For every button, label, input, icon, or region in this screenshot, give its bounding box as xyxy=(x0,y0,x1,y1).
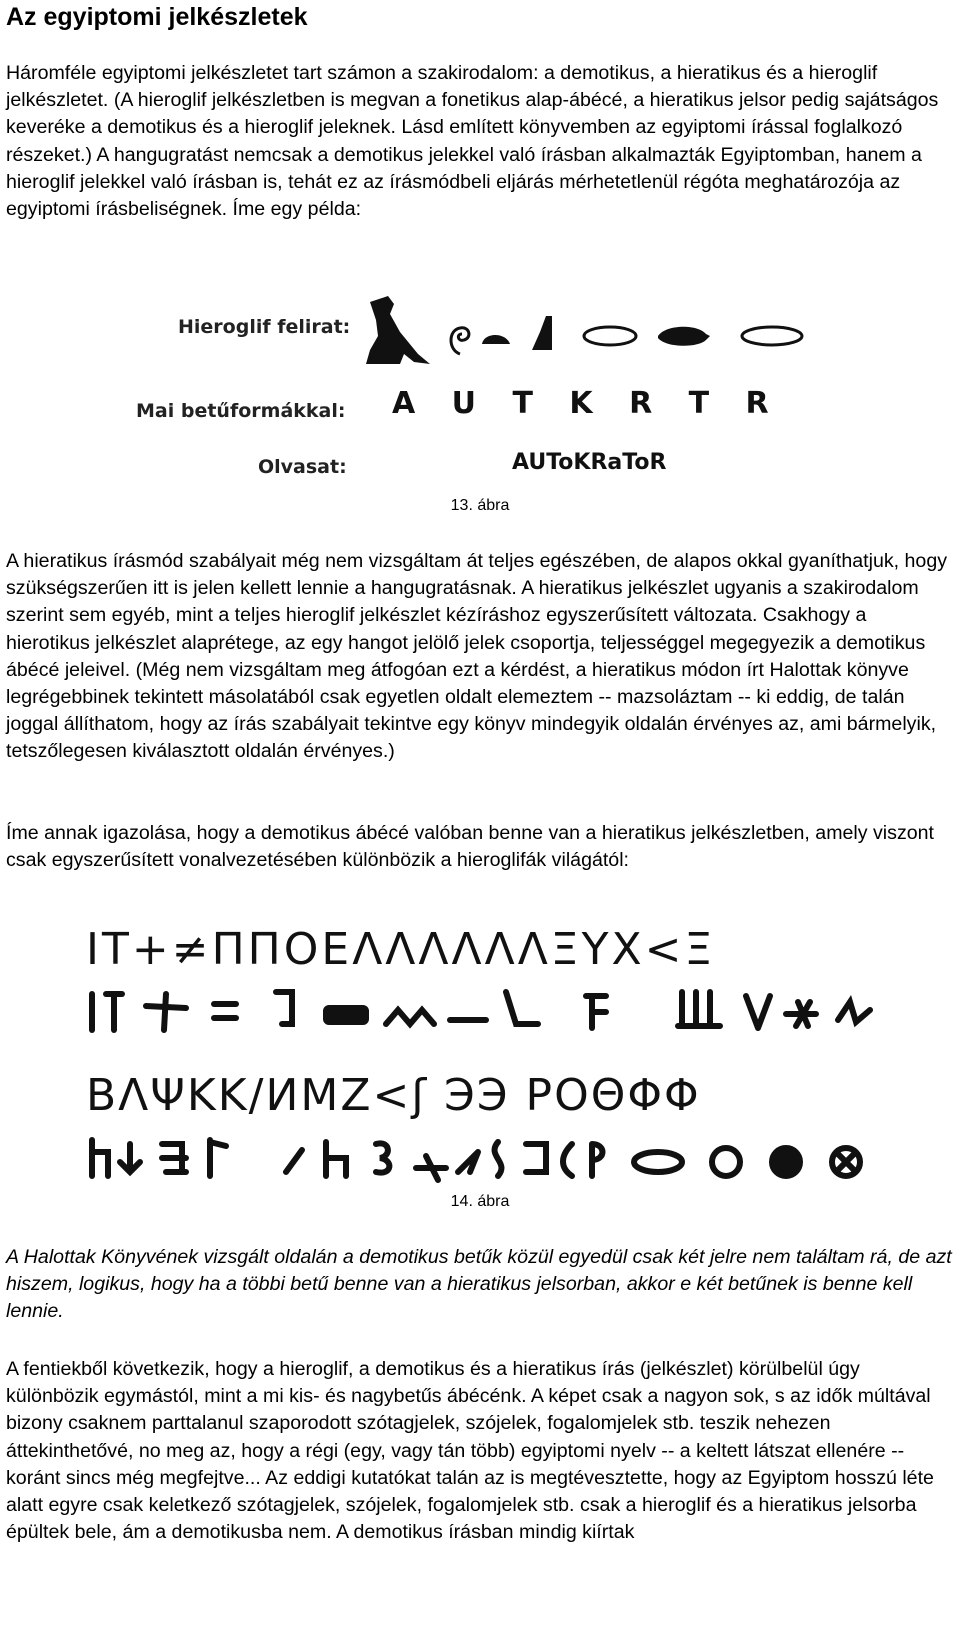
demotic-row-2-text: ΒΛΨΚΚ/ИΜΖ<ʃ ЭЭ ΡΟΘΦΦ xyxy=(86,1070,701,1121)
basket-glyph xyxy=(532,316,552,350)
paragraph-intro: Háromféle egyiptomi jelkészletet tart számon a szakirodalom: a demotikus, a hieratikus és a hieroglif jelkészletet. (A hieroglif jelkészletben is megvan a fonetikus alap-ábécé, a hieratikus jelsor pedig sajátságos keveréke a demotikus és a hieroglif jeleknek. Lásd említett könyvemben az egyiptomi írással foglalkozó részeket.) A hangugratást nemcsak a demotikus jelekkel való írásban alkalmazták Egyiptomban, hanem a hieroglif jelekkel való írásban is, tehát ez az írásmódbeli eljárás mérhetetlenül régóta meghatározója az egyiptomi írásbeliségnek. Íme egy példa: xyxy=(6,62,939,221)
paragraph-book-of-dead: A Halottak Könyvének vizsgált oldalán a demotikus betűk közül egyedül csak két jelre nem találtam rá, de azt hiszem, logikus, hogy ha a többi betű benne van a hieratikus jelsorban, akkor e két betűnek is benne kell lennie. xyxy=(6,1246,952,1323)
paragraph-proof: Íme annak igazolása, hogy a demotikus ábécé valóban benne van a hieratikus jelkészletben, amely viszont csak egyszerűsített vonalvezetésében különbözik a hieroglifák világától: xyxy=(6,822,934,872)
vulture-glyph xyxy=(366,296,430,364)
reading-text: AUToKRaToR xyxy=(512,450,667,475)
mouth-glyph-2 xyxy=(742,327,802,345)
paragraph-hieratic: A hieratikus írásmód szabályait még nem vizsgáltam át teljes egészében, de alapos okkal gyaníthatjuk, hogy szükségszerűen itt is jelen kellett lennie a hangugratásnak. A hieratikus jelkészlet ugyanis a szakirodalom szerint sem egyéb, mint a teljes hieroglif jelkészlet kézíráshoz egyszerűsített változata. Csakhogy a hierotikus jelkészlet alaprétege, az egy hangot jelölő jelek csoportja, teljességgel megegyezik a demotikus ábécé jeleivel. (Még nem vizsgáltam meg átfogóan ezt a kérdést, a hieratikus módon írt Halottak könyve legrégebbinek tekintett másolatából csak egyetlen oldalt elemeztem -- mazsoláztam -- ki eddig, de talán joggal állíthatom, hogy az írás szabályait tekintve egy könyv mindegyik oldalán érvényes az, ami bármelyik, tetszőlegesen kiválasztott oldalán érvényes.) xyxy=(6,550,948,763)
hieratic-signs-row-2 xyxy=(86,1132,876,1188)
hieratic-row-1 xyxy=(86,984,876,1044)
figure-13 xyxy=(0,290,960,520)
label-hieroglyph: Hieroglif felirat: xyxy=(178,316,351,338)
hieroglyph-inscription xyxy=(360,292,820,372)
bread-loaf-glyph xyxy=(658,327,710,346)
hieratic-signs-row-1 xyxy=(86,984,876,1040)
label-reading: Olvasat: xyxy=(258,456,347,478)
demotic-row-1 xyxy=(86,920,876,980)
hieratic-row-2 xyxy=(86,1132,876,1192)
caption-figure-13: 13. ábra xyxy=(450,497,510,514)
page-title: Az egyiptomi jelkészletek xyxy=(6,3,308,31)
label-modern: Mai betűformákkal: xyxy=(136,400,346,422)
spiral-glyph xyxy=(451,328,469,354)
caption-figure-14: 14. ábra xyxy=(450,1193,510,1210)
demotic-row-1-text: ΙΤ+≠ΠΠΟΕΛΛΛΛΛΛΞΥΧ<Ξ xyxy=(86,924,716,975)
mouth-glyph-1 xyxy=(584,327,636,345)
modern-letters: A U T K R T R xyxy=(392,386,769,421)
paragraph-conclusion: A fentiekből következik, hogy a hieroglif, a demotikus és a hieratikus írás (jelkészlet) körülbelül úgy különbözik egymástól, mint a mi kis- és nagybetűs ábécénk. A képet csak a nagyon sok, s az idők múltával bizony csaknem parttalanul szaporodott szótagjelek, szójelek, fogalomjelek stb. teszik nehezen áttekinthetővé, no meg az, hogy a régi (egy, vagy tán több) egyiptomi nyelv -- a keltett látszat ellenére -- koránt sincs még megfejtve... Az eddigi kutatókat talán az is megtévesztette, hogy az Egyiptom hosszú léte alatt egyre csak keletkező szótagjelek, szójelek, fogalomjelek stb. csak a hieroglif és a hieratikus jelsorba épültek bele, ám a demotikusba nem. A demotikus írásban mindig kiírtak xyxy=(6,1358,934,1544)
demotic-row-2 xyxy=(86,1066,876,1126)
figure-14 xyxy=(0,920,960,1190)
bread-glyph xyxy=(482,335,510,344)
